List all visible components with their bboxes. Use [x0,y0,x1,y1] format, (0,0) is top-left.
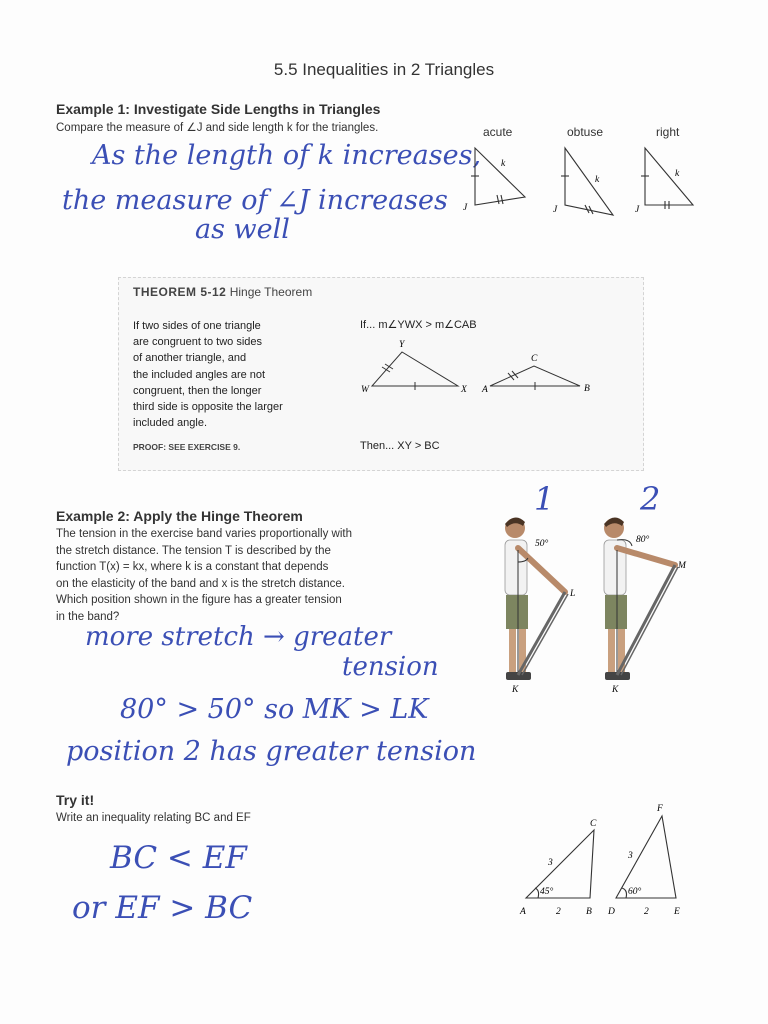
hinge-triangles-figure [358,336,598,398]
theorem-line: are congruent to two sides [133,336,263,349]
example1-note-line1: As the length of k increases, [92,140,482,171]
acute-side-k: k [501,159,506,169]
try-it-triangles-figure [510,800,700,925]
label-x: X [461,385,467,395]
example2-text [56,526,436,625]
acute-vertex-j: J [463,203,468,213]
page-title: 5.5 Inequalities in 2 Triangles [273,60,495,79]
label-b: B [584,384,590,394]
label-b: B [586,907,592,917]
side-df-value: 3 [628,851,633,861]
label-w: W [361,385,369,395]
acute-triangle [475,148,525,205]
try-it-prompt: Write an inequality relating BC and EF [56,812,251,824]
example2-note-line2: tension [342,652,439,682]
side-ac-value: 3 [548,858,553,868]
obtuse-vertex-j: J [553,205,558,215]
theorem-line: third side is opposite the larger [133,401,283,414]
obtuse-label: obtuse [567,125,604,139]
example2-line: the stretch distance. The tension T is described by the [56,544,331,557]
theorem-line: congruent, then the longer [133,384,262,397]
example2-line: in the band? [56,610,120,623]
side-ab-value: 2 [556,907,561,917]
angle-80: 80° [636,535,650,545]
triangle-def [616,816,676,898]
label-k-position-1: K [512,685,519,695]
triangle-abc [526,830,594,898]
example1-note-line3: as well [195,214,290,245]
example1-triangles-figure [455,140,705,220]
theorem-line: of another triangle, and [133,352,247,365]
example1-note-line2: the measure of ∠J increases [62,185,448,216]
label-f: F [657,804,663,814]
right-side-k: k [675,169,680,179]
right-triangle [645,148,693,205]
theorem-name: Hinge Theorem [229,285,313,299]
label-c: C [531,354,538,364]
try-it-answer-1: BC < EF [110,840,247,876]
example2-line: The tension in the exercise band varies proportionally with [56,528,352,540]
label-a: A [482,385,488,395]
example2-note-line4: position 2 has greater tension [66,736,477,767]
obtuse-triangle [565,148,613,215]
example1-prompt: Compare the measure of ∠J and side length k for the triangles. [56,122,379,134]
label-y: Y [399,340,405,350]
example2-line: Which position shown in the figure has a greater tension [56,594,342,606]
example2-note-line3: 80° > 50° so MK > LK [120,694,429,725]
position-1-number: 1 [534,480,555,518]
theorem-number: THEOREM 5-12 [133,285,227,299]
acute-label: acute [483,125,513,139]
theorem-statement [133,318,328,431]
right-vertex-j: J [635,205,640,215]
theorem-line: If two sides of one triangle [133,320,261,332]
label-d: D [608,907,615,917]
example2-note-line1: more stretch → greater [85,622,392,652]
theorem-line: the included angles are not [133,368,266,381]
right-label: right [656,125,680,139]
exercise-band-figure [490,510,700,700]
theorem-if: If... m∠YWX > m∠CAB [360,319,477,331]
label-a: A [520,907,526,917]
angle-60: 60° [628,887,642,897]
theorem-proof: PROOF: SEE EXERCISE 9. [133,442,241,452]
example1-heading: Example 1: Investigate Side Lengths in Triangles [56,101,381,117]
side-de-value: 2 [644,907,649,917]
label-m: M [678,561,686,571]
label-c: C [590,819,597,829]
angle-45: 45° [540,887,554,897]
theorem-then: Then... XY > BC [360,440,440,452]
obtuse-side-k: k [595,175,600,185]
example2-line: on the elasticity of the band and x is the stretch distance. [56,577,345,590]
try-it-heading: Try it! [56,792,95,808]
label-l: L [570,589,576,599]
label-e: E [674,907,680,917]
angle-50: 50° [535,539,549,549]
try-it-answer-2: or EF > BC [72,890,253,926]
position-2-number: 2 [640,480,661,518]
label-k-position-2: K [612,685,619,695]
example2-heading: Example 2: Apply the Hinge Theorem [56,508,303,524]
theorem-line: included angle. [133,417,208,430]
example2-line: function T(x) = kx, where k is a constant that depends [56,561,329,573]
theorem-title [133,285,312,299]
